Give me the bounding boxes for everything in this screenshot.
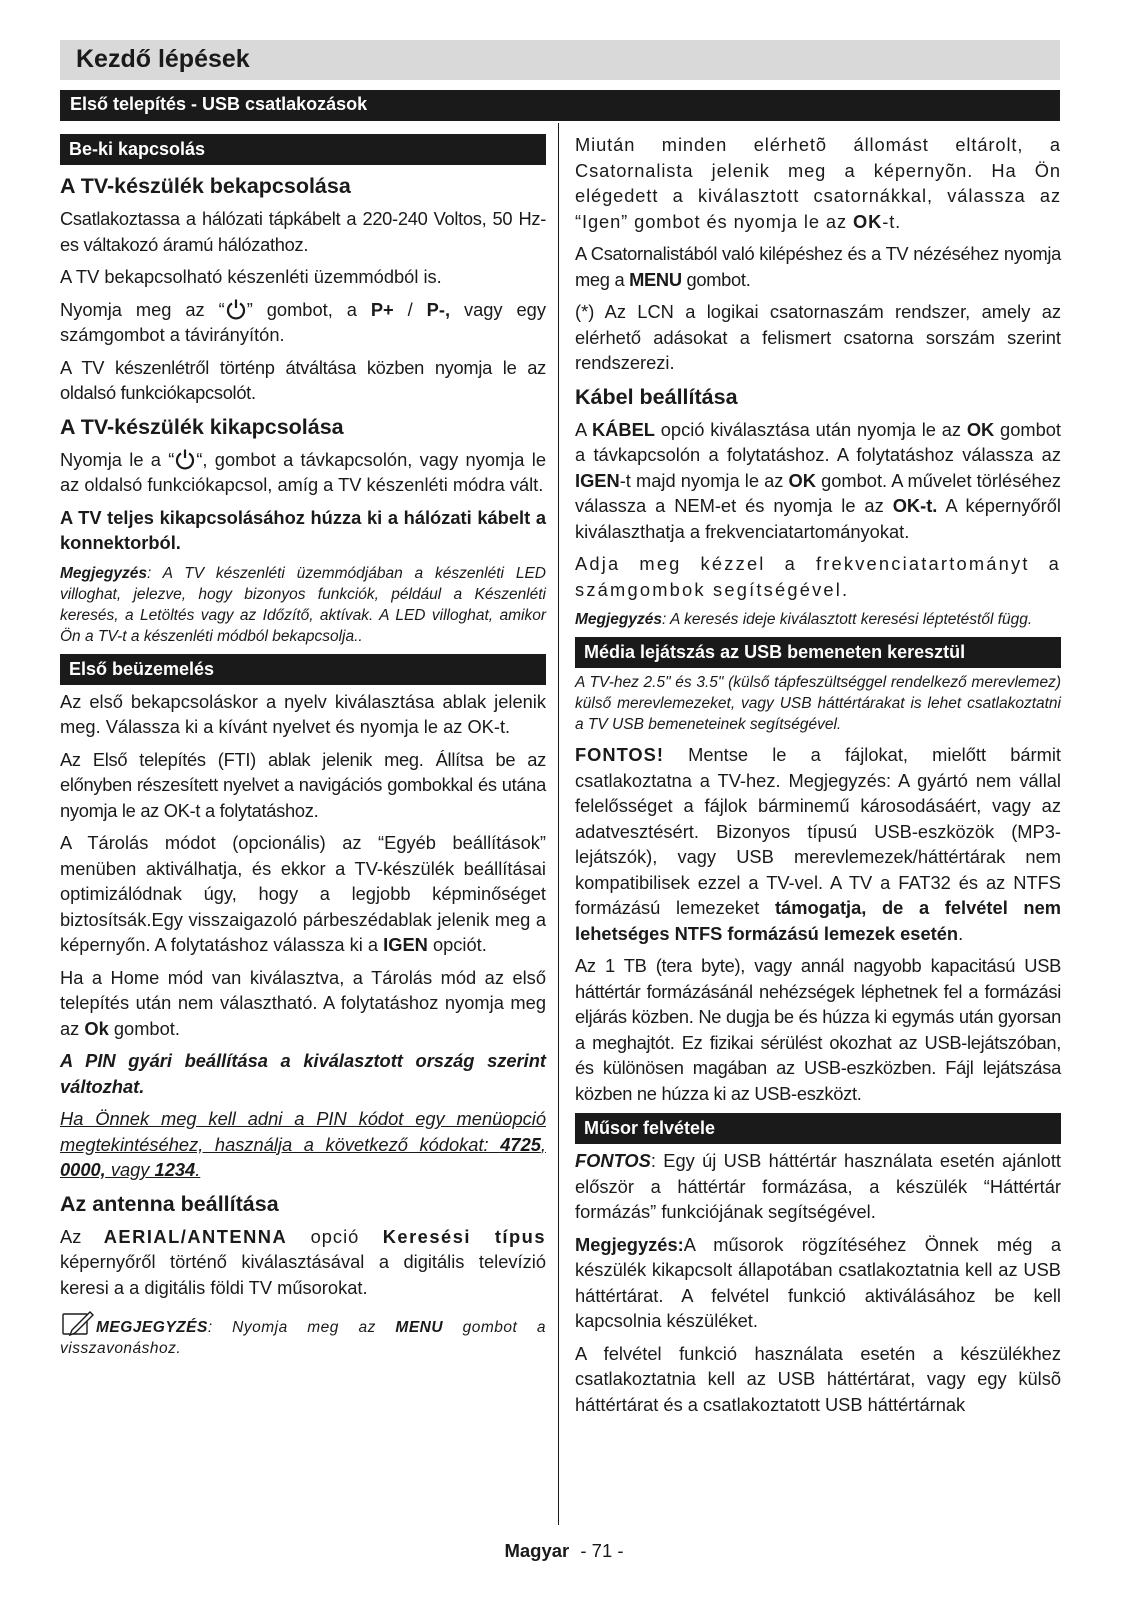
note: MEGJEGYZÉS: Nyomja meg az MENU gombot a visszavonáshoz. xyxy=(60,1310,546,1359)
subsection-bar-power: Be-ki kapcsolás xyxy=(60,134,546,165)
paragraph: A TV bekapcsolható készenléti üzemmódból is. xyxy=(60,266,442,287)
page-footer xyxy=(0,1540,1128,1562)
paragraph: Miután minden elérhetõ állomást eltárolt, a Csatornalista jelenik meg a képernyõn. Ha Ön elégedett a kiválasztott csatornákkal, válassza az “Igen” gombot és nyomja le az OK-t. xyxy=(575,134,1061,232)
paragraph: FONTOS: Egy új USB háttértár használata esetén ajánlott először a háttértár formázása, a készülék “Háttértár formázás” funkciójának segítségével. xyxy=(575,1150,1061,1222)
power-icon xyxy=(225,298,247,320)
paragraph: (*) Az LCN a logikai csatornaszám rendszer, amely az elérhető adásokat a felismert csatorna sorszám szerint rendszerezi. xyxy=(575,301,1061,373)
paragraph: A Tárolás módot (opcionális) az “Egyéb beállítások” menüben aktiválhatja, és ekkor a TV-készülék beállításai optimizálódnak úgy, hogy a legjobb képminőséget biztosítsák.Egy visszaigazoló párbeszédablak jelenik meg a képernyőn. A folytatáshoz válassza ki a IGEN opciót. xyxy=(60,832,546,955)
paragraph: Ha a Home mód van kiválasztva, a Tárolás mód az első telepítés után nem választható. A folytatáshoz nyomja meg az Ok gombot. xyxy=(60,966,546,1039)
paragraph: A Csatornalistából való kilépéshez és a TV nézéséhez nyomja meg a MENU gombot. xyxy=(575,243,1061,290)
paragraph: Az AERIAL/ANTENNA opció Keresési típus képernyőről történő kiválasztásával a digitális televízió keresi a a digitális földi TV műsorokat. xyxy=(60,1225,546,1298)
heading-antenna: Az antenna beállítása xyxy=(60,1191,279,1216)
paragraph: A felvétel funkció használata esetén a készülékhez csatlakoztatnia kell az USB háttértárat, vagy egy külsõ háttértárat és a csatlakoztatott USB háttértárnak xyxy=(575,1342,1061,1415)
paragraph: Adja meg kézzel a frekvenciatartományt a számgombok segítségével. xyxy=(575,553,1061,600)
left-column xyxy=(60,128,546,1366)
subsection-bar-media: Média lejátszás az USB bemeneten keresztül xyxy=(575,637,1061,668)
paragraph: Nyomja le a “ “, gombot a távkapcsolón, vagy nyomja le az oldalsó funkciókapcsol, amíg a TV készenléti módra vált. xyxy=(60,448,546,495)
paragraph: Megjegyzés:A műsorok rögzítéséhez Önnek még a készülék kikapcsolt állapotában csatlakoztatnia kell az USB háttértárat. A felvétel funkció aktiválásához be kell kapcsolnia készüléket. xyxy=(575,1233,1061,1331)
footer-language: Magyar xyxy=(504,1540,570,1561)
subsection-bar-first-setup: Első beüzemelés xyxy=(60,654,546,685)
paragraph: Nyomja meg az “ ” gombot, a P+ / P-, vagy egy számgombot a távirányítón. xyxy=(60,298,546,345)
power-icon xyxy=(174,448,196,470)
paragraph: FONTOS! Mentse le a fájlokat, mielőtt bármit csatlakoztatna a TV-hez. Megjegyzés: A gyártó nem vállal felelősséget a fájlok bárminemű károsodásáért, vagy az adatvesztésért. Bizonyos típusú USB-eszközök (MP3-lejátszók), vagy USB merevlemezek/háttértárak nem kompatibilisek ezzel a TV-vel. A TV a FAT32 és az NTFS formázású lemezeket támogatja, de a felvétel nem lehetséges NTFS formázású lemezek esetén. xyxy=(575,744,1061,944)
heading-cable: Kábel beállítása xyxy=(575,384,738,409)
note: Megjegyzés: A keresés ideje kiválasztott keresési léptetéstől függ. xyxy=(575,611,1033,628)
paragraph-bold: A TV teljes kikapcsolásához húzza ki a hálózati kábelt a konnektorból. xyxy=(60,506,546,553)
section-title-bar xyxy=(60,90,1060,121)
subsection-bar-recording: Műsor felvétele xyxy=(575,1113,1061,1144)
pencil-note-icon xyxy=(60,1310,94,1338)
paragraph: Csatlakoztassa a hálózati tápkábelt a 220-240 Voltos, 50 Hz-es váltakozó áramú hálózathoz. xyxy=(60,208,546,255)
paragraph: A KÁBEL opció kiválasztása után nyomja le az OK gombot a távkapcsolón a folytatáshoz. A folytatáshoz válassza az IGEN-t majd nyomja le az OK gombot. A művelet törléséhez válassza a NEM-et és nyomja le az OK-t. A képernyőről kiválaszthatja a frekvenciatartományokat. xyxy=(575,418,1062,542)
paragraph-italic: A TV-hez 2.5" és 3.5" (külső tápfeszültséggel rendelkező merevlemez) külső merevlemezeket, vagy USB háttértárakat is lehet csatlakoztatni a TV USB bemeneteinek segítségével. xyxy=(575,674,1061,733)
heading-power-on: A TV-készülék bekapcsolása xyxy=(60,174,351,198)
right-column xyxy=(575,128,1061,1424)
page-number: - 71 - xyxy=(580,1540,624,1561)
heading-power-off: A TV-készülék kikapcsolása xyxy=(60,414,344,439)
note: Megjegyzés: A TV készenléti üzemmódjában a készenléti LED villoghat, jelezve, hogy bizonyos funkciók, például a Készenléti keresés, a Letöltés vagy az Időzítő, aktívak. A LED villoghat, amikor Ön a TV-t a készenléti módból bekapcsolja.. xyxy=(60,564,546,645)
paragraph: Az 1 TB (tera byte), vagy annál nagyobb kapacitású USB háttértár formázásánál nehézségek léphetnek fel a formázási eljárás közben. Ne dugja be és húzza ki egymás után gyorsan a meghajtót. Ez fizikai sérülést okozhat az USB-lejátszóban, és különösen magában az USB-eszközben. Fájl lejátszása közben ne húzza ki az USB-eszközt. xyxy=(575,955,1061,1104)
page-header xyxy=(60,40,1060,80)
column-divider xyxy=(558,123,559,1525)
paragraph: Az Első telepítés (FTI) ablak jelenik meg. Állítsa be az előnyben részesített nyelvet a navigációs gombokkal és utána nyomja le az OK-t a folytatáshoz. xyxy=(60,748,546,821)
pin-codes: Ha Önnek meg kell adni a PIN kódot egy menüopció megtekintéséhez, használja a következő kódokat: 4725, 0000, vagy 1234. xyxy=(60,1108,546,1180)
paragraph: A TV készenlétről történp átváltása közben nyomja le az oldalsó funkciókapcsolót. xyxy=(60,356,546,403)
paragraph-bold-italic: A PIN gyári beállítása a kiválasztott ország szerint változhat. xyxy=(60,1050,546,1097)
paragraph: Az első bekapcsoláskor a nyelv kiválasztása ablak jelenik meg. Válassza ki a kívánt nyelvet és nyomja le az OK-t. xyxy=(60,690,546,737)
section-title: Első telepítés - USB csatlakozások xyxy=(70,94,368,114)
page-title: Kezdő lépések xyxy=(76,45,250,73)
